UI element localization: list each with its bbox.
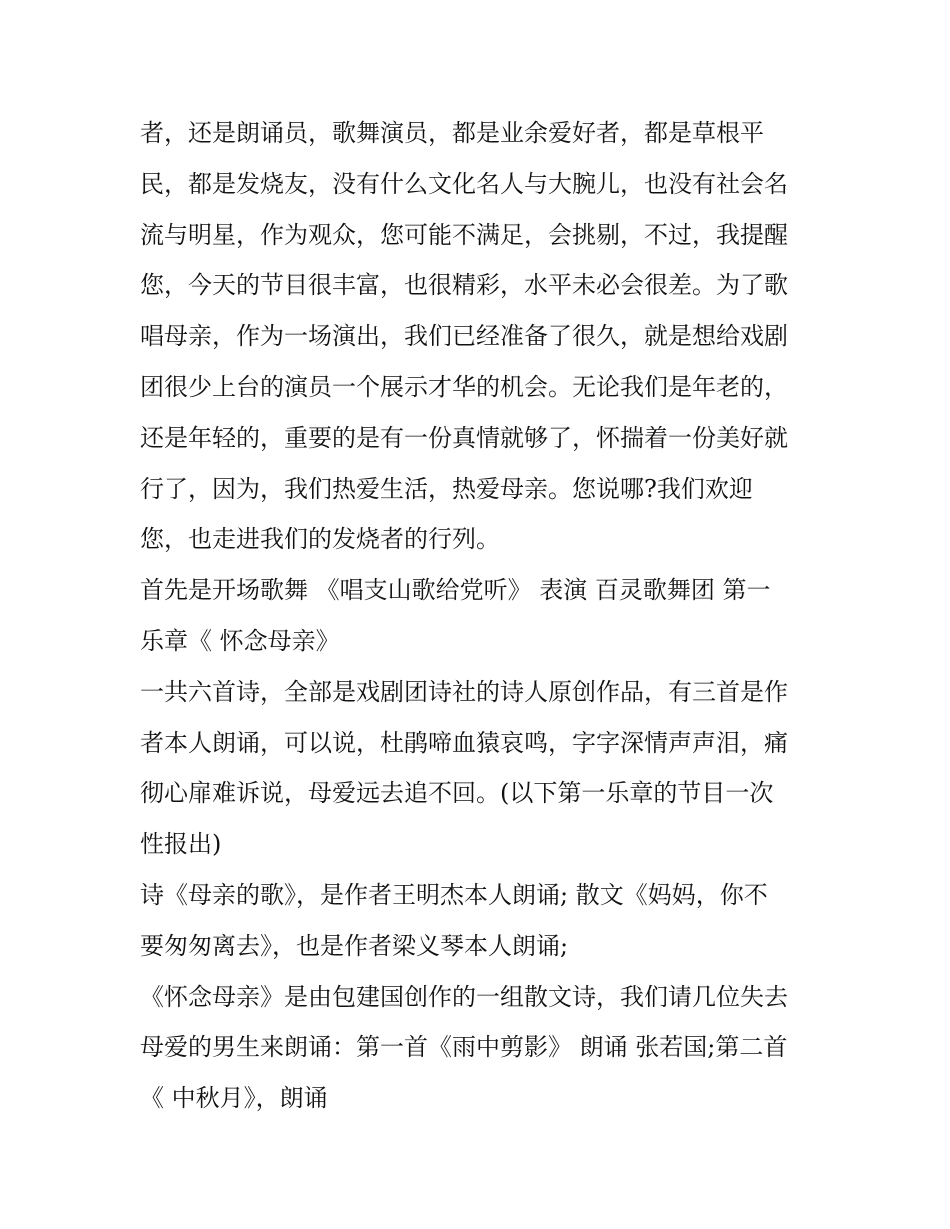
text-line: 流与明星，作为观众，您可能不满足，会挑剔，不过，我提醒: [140, 220, 788, 249]
text-line: 《怀念母亲》是由包建国创作的一组散文诗，我们请几位失去: [140, 982, 788, 1011]
text-line: 一共六首诗，全部是戏剧团诗社的诗人原创作品，有三首是作: [140, 677, 788, 706]
text-line: 行了，因为，我们热爱生活，热爱母亲。您说哪?我们欢迎: [140, 474, 753, 503]
text-line: 者本人朗诵，可以说，杜鹃啼血猿哀鸣，字字深情声声泪，痛: [140, 728, 788, 757]
text-line: 彻心扉难诉说，母爱远去追不回。(以下第一乐章的节目一次: [140, 779, 774, 808]
text-line: 诗《母亲的歌》，是作者王明杰本人朗诵; 散文《妈妈，你不: [140, 880, 768, 909]
text-line: 还是年轻的，重要的是有一份真情就够了，怀揣着一份美好就: [140, 423, 788, 452]
text-line: 团很少上台的演员一个展示才华的机会。无论我们是年老的，: [140, 372, 788, 401]
text-line: 您，今天的节目很丰富，也很精彩，水平未必会很差。为了歌: [140, 271, 788, 300]
text-line: 者，还是朗诵员，歌舞演员，都是业余爱好者，都是草根平: [140, 119, 764, 147]
text-line: 唱母亲，作为一场演出，我们已经准备了很久，就是想给戏剧: [140, 322, 788, 351]
text-line: 民，都是发烧友，没有什么文化名人与大腕儿，也没有社会名: [140, 169, 788, 198]
text-line: 您，也走进我们的发烧者的行列。: [140, 525, 500, 554]
text-line: 《 中秋月》，朗诵: [140, 1084, 328, 1113]
body-text: [140, 108, 830, 1124]
text-line: 母爱的男生来朗诵：第一首《雨中剪影》 朗诵 张若国;第二首: [140, 1033, 788, 1062]
text-line: 要匆匆离去》，也是作者梁义琴本人朗诵;: [140, 931, 569, 960]
text-line: 首先是开场歌舞 《唱支山歌给党听》 表演 百灵歌舞团 第一: [140, 576, 771, 605]
text-line: 性报出): [140, 830, 222, 859]
text-line: 乐章《 怀念母亲》: [140, 626, 340, 655]
